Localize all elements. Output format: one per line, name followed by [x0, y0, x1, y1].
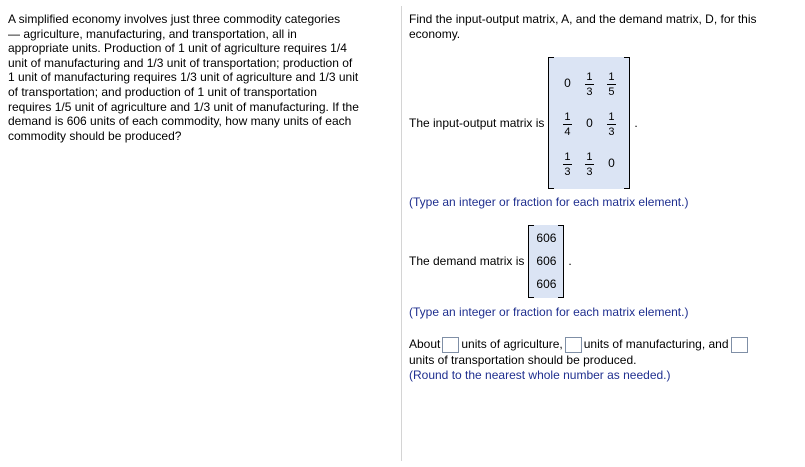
problem-line: commodity should be produced? [8, 128, 182, 143]
fraction-bar [563, 124, 572, 125]
denominator: 3 [586, 165, 593, 178]
fraction-bar [607, 84, 616, 85]
denominator: 4 [564, 125, 571, 138]
problem-line: requires 1/5 unit of agriculture and 1/3 unit of manufacturing. If the [8, 99, 359, 114]
demand-cell: 606 [536, 231, 557, 246]
matrix-cell [578, 63, 600, 103]
numerator: 1 [608, 110, 615, 123]
denominator: 3 [608, 125, 615, 138]
question-line: Find the input-output matrix, A, and the demand matrix, D, for this [409, 12, 757, 26]
period: . [568, 254, 572, 269]
input-output-label: The input-output matrix is [409, 116, 545, 131]
numerator: 1 [564, 150, 571, 163]
matrix-value: 0 [564, 76, 571, 91]
demand-label: The demand matrix is [409, 254, 525, 269]
agriculture-text: units of agriculture, [461, 337, 563, 352]
problem-line: — agriculture, manufacturing, and transportation, all in [8, 26, 297, 41]
matrix-value: 0 [608, 156, 615, 171]
answer-line [409, 335, 799, 353]
matrix-cell [578, 103, 600, 143]
problem-line: appropriate units. Production of 1 unit of agriculture requires 1/4 [8, 41, 347, 56]
matrix-cell [556, 103, 578, 143]
problem-line: A simplified economy involves just three commodity categories [8, 12, 341, 26]
demand-cell: 606 [536, 277, 557, 292]
problem-line: demand is 606 units of each commodity, how many units of each [8, 114, 352, 129]
input-output-hint: (Type an integer or fraction for each matrix element.) [409, 195, 689, 210]
demand-row [409, 225, 799, 298]
input-output-table [556, 63, 622, 183]
manufacturing-text: units of manufacturing, and [583, 337, 729, 352]
input-output-matrix [548, 57, 630, 189]
denominator: 3 [586, 85, 593, 98]
fraction [585, 71, 594, 98]
numerator: 1 [564, 110, 571, 123]
numerator: 1 [586, 70, 593, 83]
matrix-cell [600, 63, 622, 103]
input-output-row [409, 57, 799, 189]
numerator: 1 [586, 150, 593, 163]
numerator: 1 [608, 70, 615, 83]
manufacturing-answer-input[interactable] [565, 337, 582, 353]
about-text: About [409, 337, 441, 352]
demand-cell: 606 [536, 254, 557, 269]
problem-line: unit of manufacturing and 1/3 unit of transportation; production of [8, 55, 353, 70]
period: . [634, 116, 638, 131]
demand-table [536, 227, 556, 296]
denominator: 5 [608, 85, 615, 98]
matrix-cell [600, 103, 622, 143]
fraction [607, 71, 616, 98]
fraction [585, 151, 594, 178]
denominator: 3 [564, 165, 571, 178]
question-line: economy. [409, 26, 461, 41]
fraction-bar [563, 164, 572, 165]
problem-line: of transportation; and production of 1 unit of transportation [8, 84, 317, 99]
fraction [607, 111, 616, 138]
problem-statement [8, 12, 396, 143]
matrix-cell [578, 143, 600, 183]
fraction-bar [585, 164, 594, 165]
fraction [563, 111, 572, 138]
demand-matrix [528, 225, 564, 298]
fraction-bar [585, 84, 594, 85]
answer-hint: (Round to the nearest whole number as needed.) [409, 367, 671, 382]
agriculture-answer-input[interactable] [442, 337, 459, 353]
fraction-bar [607, 124, 616, 125]
matrix-cell [556, 63, 578, 103]
problem-line: 1 unit of manufacturing requires 1/3 unit of agriculture and 1/3 unit [8, 70, 359, 85]
panel-divider [401, 6, 402, 461]
matrix-cell [556, 143, 578, 183]
fraction [563, 151, 572, 178]
demand-hint: (Type an integer or fraction for each matrix element.) [409, 304, 689, 319]
transportation-answer-input[interactable] [731, 337, 748, 353]
matrix-value: 0 [586, 116, 593, 131]
matrix-cell [600, 143, 622, 183]
transportation-text: units of transportation should be produced. [409, 353, 637, 368]
question-panel [409, 12, 799, 383]
